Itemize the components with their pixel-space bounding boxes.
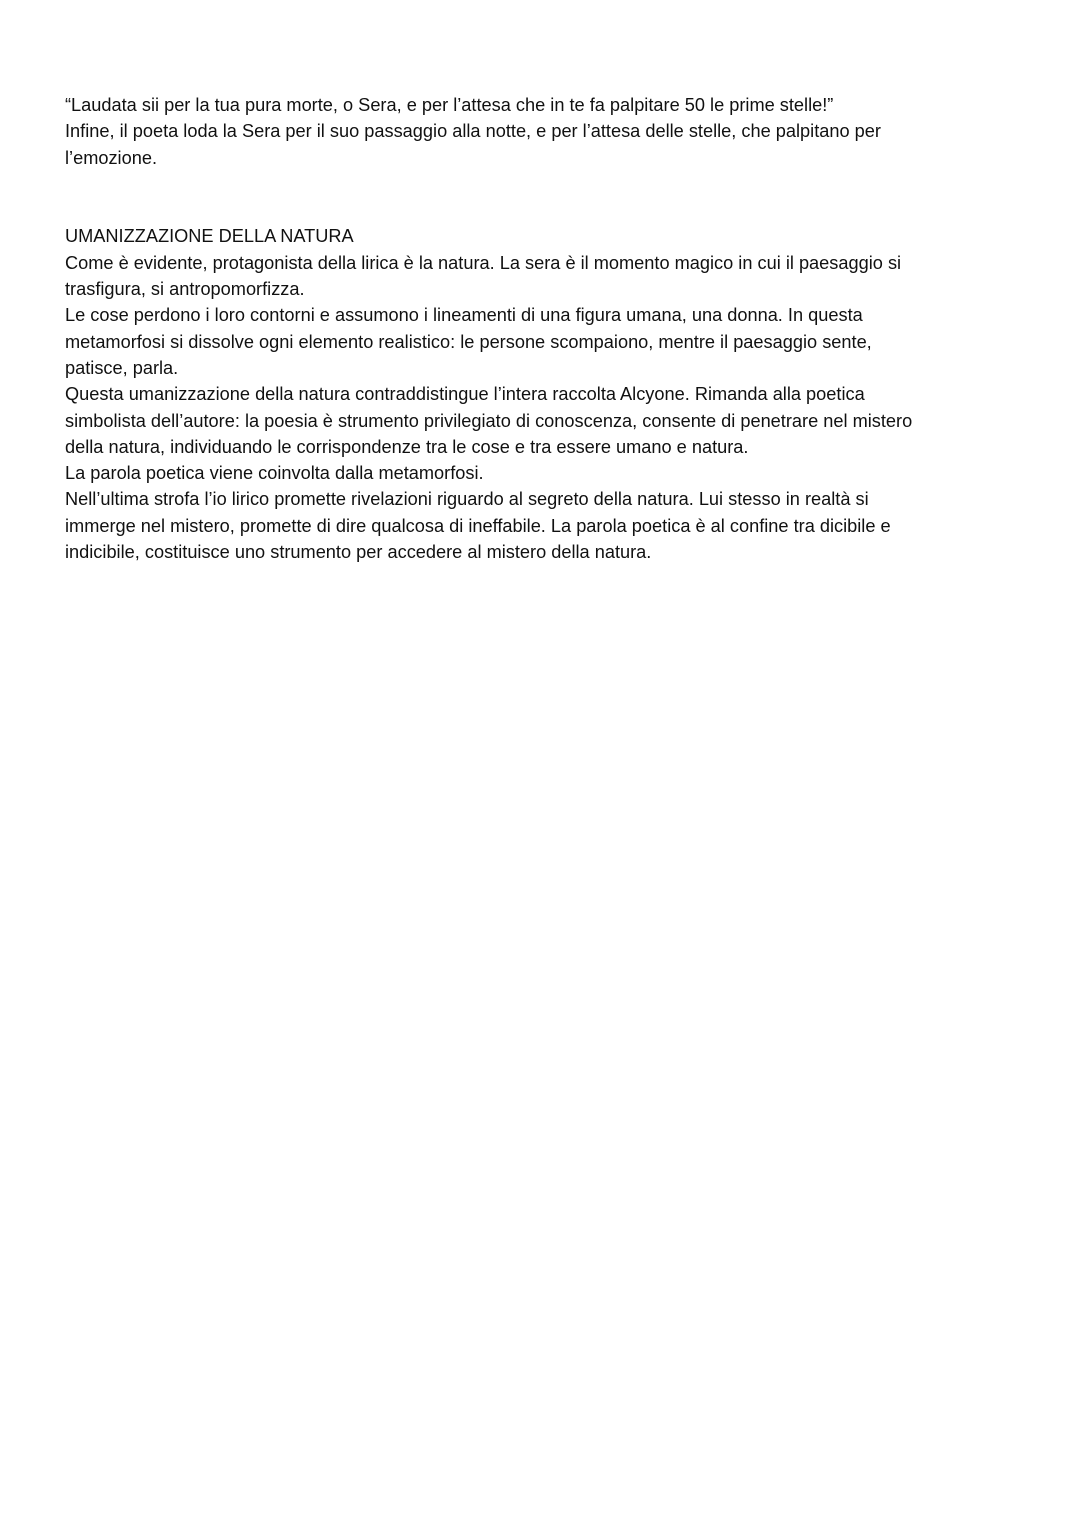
body-line: indicibile, costituisce uno strumento per accedere al mistero della natura.: [65, 542, 652, 563]
body-line: Infine, il poeta loda la Sera per il suo passaggio alla notte, e per l’attesa delle stelle, che palpitano per: [65, 121, 881, 142]
body-line: simbolista dell’autore: la poesia è strumento privilegiato di conoscenza, consente di penetrare nel mistero: [65, 410, 913, 431]
body-line: Le cose perdono i loro contorni e assumono i lineamenti di una figura umana, una donna. In questa: [65, 305, 863, 326]
body-line: Nell’ultima strofa l’io lirico promette rivelazioni riguardo al segreto della natura. Lui stesso in realtà si: [65, 489, 869, 510]
paragraph-gap: [65, 171, 1005, 224]
body-line: La parola poetica viene coinvolta dalla metamorfosi.: [65, 463, 484, 484]
section-heading: UMANIZZAZIONE DELLA NATURA: [65, 226, 354, 247]
body-line: metamorfosi si dissolve ogni elemento realistico: le persone scompaiono, mentre il paesaggio sente,: [65, 331, 872, 352]
body-line: Come è evidente, protagonista della lirica è la natura. La sera è il momento magico in cui il paesaggio si: [65, 252, 902, 273]
body-line: patisce, parla.: [65, 357, 179, 378]
quote-line: “Laudata sii per la tua pura morte, o Sera, e per l’attesa che in te fa palpitare 50 le prime stelle!”: [65, 95, 834, 115]
body-line: trasfigura, si antropomorfizza.: [65, 279, 305, 300]
body-line: l’emozione.: [65, 147, 157, 168]
body-line: Questa umanizzazione della natura contraddistingue l’intera raccolta Alcyone. Rimanda alla poetica: [65, 384, 865, 405]
body-line: immerge nel mistero, promette di dire qualcosa di ineffabile. La parola poetica è al confine tra dicibile e: [65, 515, 891, 536]
document-body: [65, 92, 1005, 565]
body-line: della natura, individuando le corrispondenze tra le cose e tra essere umano e natura.: [65, 436, 749, 457]
